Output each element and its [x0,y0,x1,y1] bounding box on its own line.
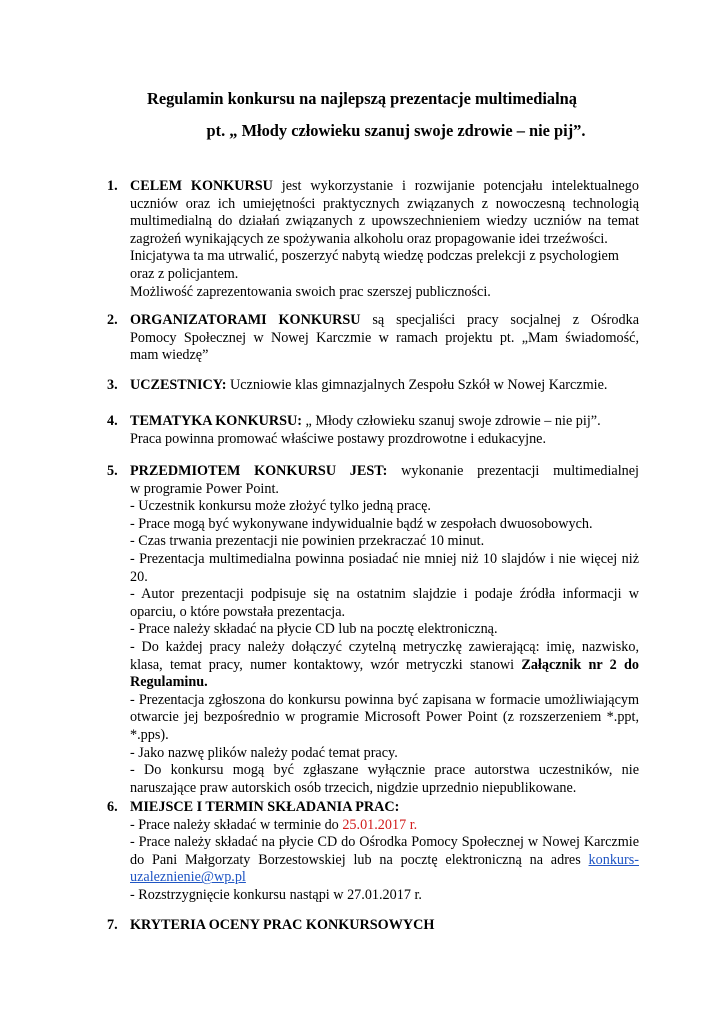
rule-item: - Uczestnik konkursu może złożyć tylko jedną pracę. [130,498,431,515]
section-topic [107,413,639,448]
section-number: 2. [107,312,118,328]
attachment-reference: Załącznik nr 2 do Regulaminu. [130,656,640,691]
section-goal-line: multimedialną do działań związanych z upowszechnieniem wiedzy uczniów na temat [130,213,639,230]
submission-line: - Prace należy składać na płycie CD do Ośrodka Pomocy Społecznej w Nowej Karczmie do Pani Małgorzaty Borzestowskiej lub na pocztę elektroniczną na adres konkurs-uzaleznienie@wp.pl [130,834,639,886]
rule-item: - Prezentacja multimedialna powinna posiadać nie mniej niż 10 slajdów i nie więcej niż 20. [130,550,639,585]
email-link[interactable]: konkurs-uzaleznienie@wp.pl [130,851,639,886]
section-number: 7. [107,917,118,933]
section-goal-line: oraz z policjantem. [130,265,239,282]
section-goal [107,178,639,301]
section-participants [107,377,639,395]
section-subject-line: w programie Power Point. [130,480,279,497]
section-organizers-line: mam wiedzę” [130,347,209,364]
section-organizers-line: ORGANIZATORAMI KONKURSU są specjaliści pracy socjalnej z Ośrodka [130,312,639,328]
deadline-date: 25.01.2017 r. [342,816,418,833]
section-goal-line: uczniów oraz ich umiejętności praktycznych związanych z nowoczesną technologią [130,195,639,212]
section-organizers [107,312,639,365]
document-subtitle: pt. „ Młody człowieku szanuj swoje zdrowie – nie pij”. [206,121,586,140]
section-number: 6. [107,799,118,815]
section-place-deadline [107,799,639,905]
rule-item: - Prezentacja zgłoszona do konkursu powinna być zapisana w formacie umożliwiającym otwarcie jej bezpośrednio w programie Microsoft Power Point (z rozszerzeniem *.ppt, *.pps). [130,691,639,743]
section-subject [107,463,639,797]
section-goal-line: Możliwość zaprezentowania swoich prac szerszej publiczności. [130,283,491,300]
rule-item: - Prace należy składać na płycie CD lub na pocztę elektroniczną. [130,621,498,638]
rule-item: - Do konkursu mogą być zgłaszane wyłącznie prace autorstwa uczestników, nie naruszające praw autorskich osób trzecich, nigdzie uprzednio niepublikowane. [130,762,639,796]
section-heading: ORGANIZATORAMI KONKURSU [130,312,361,328]
rule-item: - Jako nazwę plików należy podać temat pracy. [130,744,398,761]
section-participants-line: UCZESTNICY: Uczniowie klas gimnazjalnych Zespołu Szkół w Nowej Karczmie. [130,377,608,393]
section-heading: PRZEDMIOTEM KONKURSU JEST: [130,463,388,479]
section-criteria [107,917,639,935]
section-topic-line: TEMATYKA KONKURSU: „ Młody człowieku szanuj swoje zdrowie – nie pij”. [130,413,601,429]
section-goal-line: Inicjatywa ta ma utrwalić, poszerzyć nabytą wiedzę podczas prelekcji z psychologiem [130,248,619,265]
rule-item: - Prace mogą być wykonywane indywidualnie bądź w zespołach dwuosobowych. [130,515,593,532]
deadline-line: - Prace należy składać w terminie do 25.01.2017 r. [130,816,418,833]
rule-item: - Do każdej pracy należy dołączyć czytelną metryczkę zawierającą: imię, nazwisko, klasa, temat pracy, numer kontaktowy, wzór metryczki stanowi Załącznik nr 2 do Regulaminu. [130,638,640,691]
section-number: 5. [107,463,118,479]
section-subject-line: PRZEDMIOTEM KONKURSU JEST: wykonanie prezentacji multimedialnej [130,463,639,479]
section-heading: KRYTERIA OCENY PRAC KONKURSOWYCH [130,917,435,933]
section-organizers-line: Pomocy Społecznej w Nowej Karczmie w ramach projektu pt. „Mam świadomość, [130,329,639,346]
rule-item: - Autor prezentacji podpisuje się na ostatnim slajdzie i podaje źródła informacji w oparciu, o które powstała prezentacja. [130,586,639,620]
document-title: Regulamin konkursu na najlepszą prezentacje multimedialną [147,89,577,108]
rule-item: - Czas trwania prezentacji nie powinien przekraczać 10 minut. [130,533,485,550]
result-date-line: - Rozstrzygnięcie konkursu nastąpi w 27.01.2017 r. [130,886,422,903]
section-goal-line: CELEM KONKURSU jest wykorzystanie i rozwijanie potencjału intelektualnego [130,178,639,194]
section-topic-line: Praca powinna promować właściwe postawy prozdrowotne i edukacyjne. [130,430,547,447]
section-number: 3. [107,377,118,393]
section-number: 4. [107,413,118,429]
section-heading: UCZESTNICY: [130,377,227,393]
section-goal-line: zagrożeń wynikających ze spożywania alkoholu oraz propagowanie idei trzeźwości. [130,230,608,247]
section-number: 1. [107,178,118,194]
section-heading: MIEJSCE I TERMIN SKŁADANIA PRAC: [130,799,400,815]
section-heading: TEMATYKA KONKURSU: [130,413,302,429]
section-heading: CELEM KONKURSU [130,178,273,194]
